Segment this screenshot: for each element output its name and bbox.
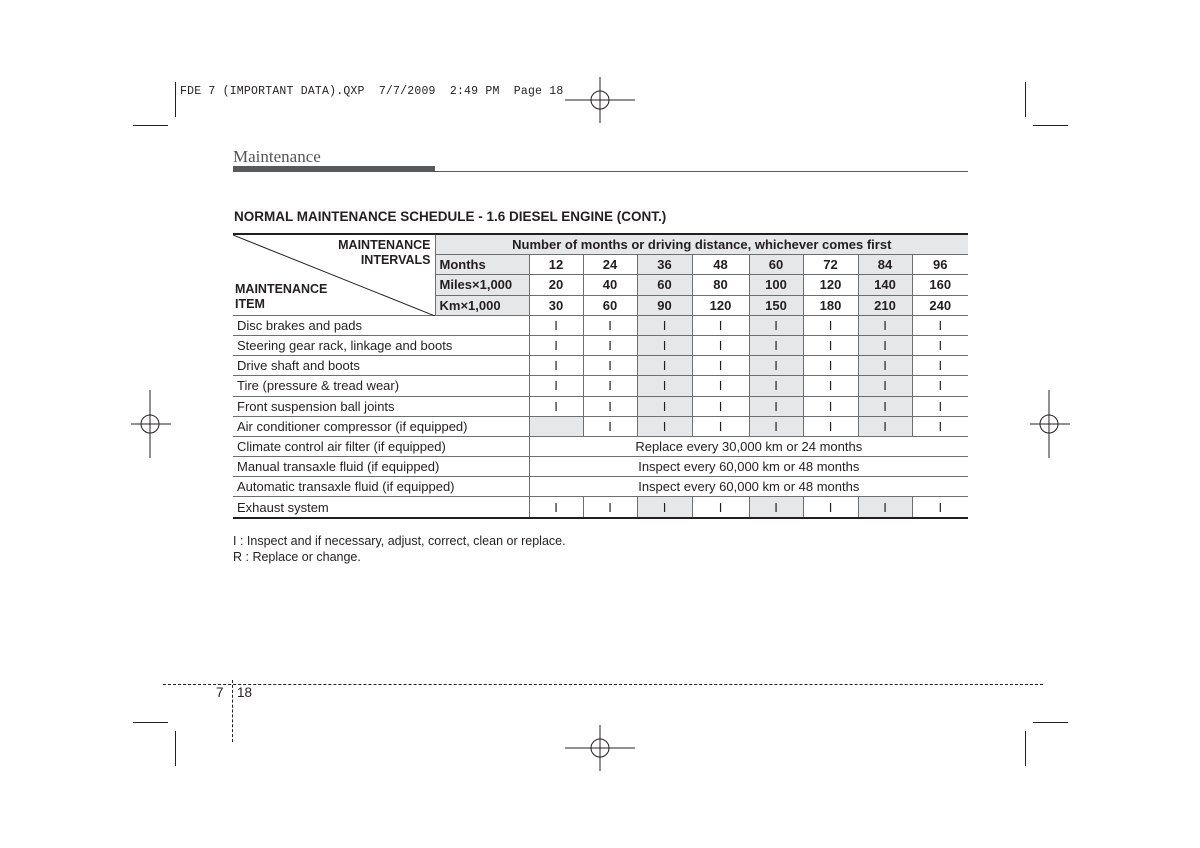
- interval-value-cell: 240: [912, 295, 968, 315]
- schedule-cell: I: [749, 376, 803, 396]
- schedule-cell: I: [692, 416, 749, 436]
- schedule-cell: I: [583, 315, 637, 335]
- schedule-cell: I: [692, 376, 749, 396]
- interval-span-cell: Inspect every 60,000 km or 48 months: [529, 457, 968, 477]
- table-row: [233, 497, 968, 518]
- interval-value-cell: 140: [858, 275, 912, 295]
- interval-value-cell: 60: [637, 275, 692, 295]
- schedule-cell: I: [912, 335, 968, 355]
- interval-value-cell: 84: [858, 255, 912, 275]
- interval-value-cell: 40: [583, 275, 637, 295]
- section-title: Maintenance: [233, 147, 321, 166]
- schedule-cell: I: [637, 335, 692, 355]
- schedule-cell: I: [529, 356, 583, 376]
- table-row: [233, 457, 968, 477]
- interval-value-cell: 150: [749, 295, 803, 315]
- registration-mark-bottom-icon: [565, 713, 635, 783]
- interval-value-cell: 12: [529, 255, 583, 275]
- schedule-cell: I: [912, 376, 968, 396]
- schedule-cell: I: [637, 497, 692, 518]
- schedule-cell: I: [692, 335, 749, 355]
- interval-value-cell: 96: [912, 255, 968, 275]
- item-label-line1: MAINTENANCE: [235, 281, 328, 296]
- schedule-cell: I: [637, 416, 692, 436]
- interval-row-label: Months: [435, 255, 529, 275]
- registration-mark-right-icon: [1030, 390, 1070, 460]
- interval-value-cell: 36: [637, 255, 692, 275]
- maintenance-item-name: Tire (pressure & tread wear): [233, 376, 529, 396]
- schedule-cell: I: [803, 376, 858, 396]
- maintenance-item-name: Climate control air filter (if equipped): [233, 436, 529, 456]
- schedule-cell: I: [803, 416, 858, 436]
- schedule-cell: I: [692, 315, 749, 335]
- schedule-cell: I: [858, 356, 912, 376]
- legend-inspect: I : Inspect and if necessary, adjust, correct, clean or replace.: [233, 534, 566, 548]
- schedule-cell: I: [692, 396, 749, 416]
- schedule-cell: [529, 416, 583, 436]
- table-title: NORMAL MAINTENANCE SCHEDULE - 1.6 DIESEL ENGINE (CONT.): [234, 209, 667, 224]
- schedule-cell: I: [692, 497, 749, 518]
- schedule-cell: I: [749, 416, 803, 436]
- footer-dashed-divider: [232, 680, 233, 742]
- schedule-cell: I: [912, 396, 968, 416]
- schedule-cell: I: [803, 396, 858, 416]
- interval-value-cell: 160: [912, 275, 968, 295]
- schedule-cell: I: [529, 335, 583, 355]
- interval-value-cell: 90: [637, 295, 692, 315]
- schedule-cell: I: [529, 497, 583, 518]
- table-row: [233, 477, 968, 497]
- interval-span-cell: Replace every 30,000 km or 24 months: [529, 436, 968, 456]
- schedule-cell: I: [637, 315, 692, 335]
- schedule-cell: I: [749, 356, 803, 376]
- schedule-cell: I: [912, 416, 968, 436]
- interval-value-cell: 100: [749, 275, 803, 295]
- maintenance-item-name: Drive shaft and boots: [233, 356, 529, 376]
- schedule-cell: I: [803, 315, 858, 335]
- schedule-cell: I: [803, 356, 858, 376]
- chapter-number: 7: [216, 685, 224, 700]
- interval-value-cell: 60: [583, 295, 637, 315]
- schedule-cell: I: [749, 315, 803, 335]
- interval-value-cell: 60: [749, 255, 803, 275]
- table-row: [233, 396, 968, 416]
- schedule-cell: I: [583, 335, 637, 355]
- legend-replace: R : Replace or change.: [233, 550, 361, 564]
- header-row-span: [233, 234, 968, 255]
- header-corner-cell: [233, 234, 435, 315]
- schedule-cell: I: [692, 356, 749, 376]
- schedule-cell: I: [858, 497, 912, 518]
- schedule-cell: I: [912, 356, 968, 376]
- table-row: [233, 416, 968, 436]
- schedule-cell: I: [583, 396, 637, 416]
- registration-mark-left-icon: [131, 390, 171, 460]
- table-row: [233, 315, 968, 335]
- interval-row-label: Miles×1,000: [435, 275, 529, 295]
- maintenance-item-name: Steering gear rack, linkage and boots: [233, 335, 529, 355]
- section-title-rule: [233, 171, 968, 172]
- table-row: [233, 436, 968, 456]
- footer-dashed-rule: [163, 684, 1043, 685]
- maintenance-item-name: Air conditioner compressor (if equipped): [233, 416, 529, 436]
- interval-value-cell: 120: [803, 275, 858, 295]
- schedule-cell: I: [912, 315, 968, 335]
- schedule-cell: I: [529, 315, 583, 335]
- schedule-cell: I: [583, 416, 637, 436]
- schedule-cell: I: [912, 497, 968, 518]
- schedule-cell: I: [637, 396, 692, 416]
- schedule-cell: I: [529, 376, 583, 396]
- schedule-cell: I: [803, 335, 858, 355]
- schedule-cell: I: [858, 396, 912, 416]
- schedule-cell: I: [749, 335, 803, 355]
- interval-value-cell: 80: [692, 275, 749, 295]
- intervals-label-line1: MAINTENANCE: [338, 238, 431, 252]
- maintenance-item-name: Front suspension ball joints: [233, 396, 529, 416]
- interval-value-cell: 20: [529, 275, 583, 295]
- maintenance-item-name: Exhaust system: [233, 497, 529, 518]
- schedule-cell: I: [858, 376, 912, 396]
- interval-value-cell: 24: [583, 255, 637, 275]
- interval-value-cell: 30: [529, 295, 583, 315]
- table-row: [233, 356, 968, 376]
- interval-value-cell: 48: [692, 255, 749, 275]
- schedule-cell: I: [858, 315, 912, 335]
- maintenance-item-name: Manual transaxle fluid (if equipped): [233, 457, 529, 477]
- interval-span-cell: Inspect every 60,000 km or 48 months: [529, 477, 968, 497]
- schedule-cell: I: [529, 396, 583, 416]
- schedule-cell: I: [749, 497, 803, 518]
- schedule-cell: I: [749, 396, 803, 416]
- schedule-cell: I: [583, 376, 637, 396]
- item-label-line2: ITEM: [235, 296, 265, 311]
- interval-span-header: Number of months or driving distance, whichever comes first: [435, 234, 968, 255]
- intervals-label-line2: INTERVALS: [360, 253, 431, 267]
- interval-value-cell: 120: [692, 295, 749, 315]
- maintenance-schedule-table: [233, 233, 968, 519]
- schedule-cell: I: [583, 356, 637, 376]
- maintenance-item-name: Disc brakes and pads: [233, 315, 529, 335]
- table-row: [233, 335, 968, 355]
- maintenance-item-name: Automatic transaxle fluid (if equipped): [233, 477, 529, 497]
- registration-mark-top-icon: [565, 65, 635, 135]
- print-slug: FDE 7 (IMPORTANT DATA).QXP 7/7/2009 2:49 PM Page 18: [180, 85, 564, 98]
- schedule-cell: I: [583, 497, 637, 518]
- schedule-cell: I: [637, 356, 692, 376]
- interval-value-cell: 180: [803, 295, 858, 315]
- schedule-cell: I: [858, 416, 912, 436]
- interval-row-label: Km×1,000: [435, 295, 529, 315]
- schedule-cell: I: [858, 335, 912, 355]
- schedule-cell: I: [803, 497, 858, 518]
- schedule-cell: I: [637, 376, 692, 396]
- interval-value-cell: 210: [858, 295, 912, 315]
- table-row: [233, 376, 968, 396]
- page-number: 18: [237, 685, 253, 700]
- interval-value-cell: 72: [803, 255, 858, 275]
